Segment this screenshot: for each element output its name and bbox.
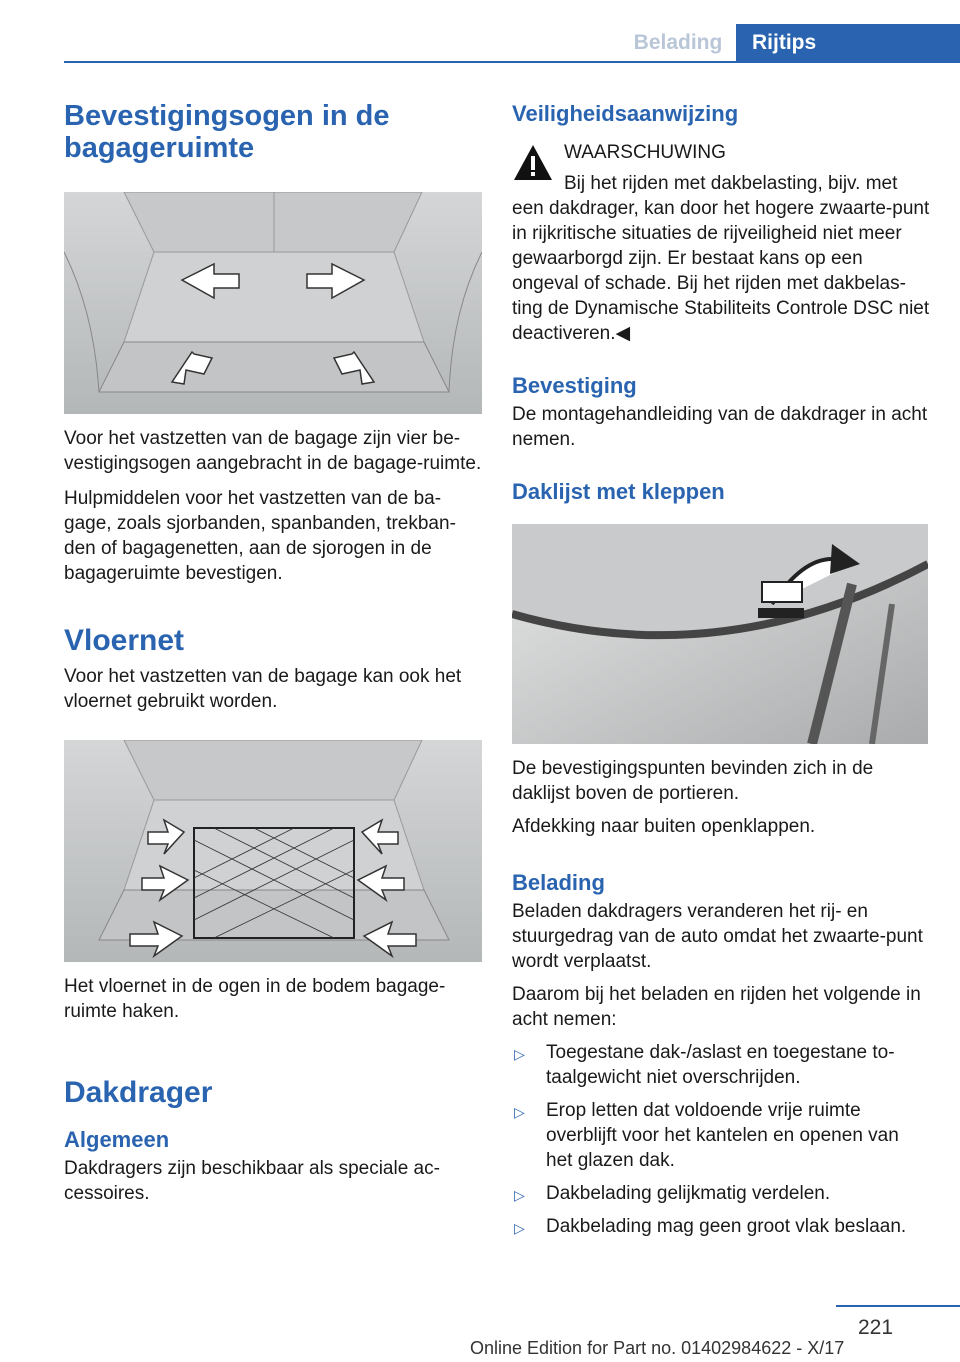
paragraph-net-2: Het vloernet in de ogen in de bodem bagage-ruimte haken. (64, 976, 446, 1022)
heading-roof-rail: Daklijst met kleppen (512, 479, 725, 504)
paragraph-rail-2: Afdekking naar buiten openklappen. (512, 816, 816, 837)
heading-general: Algemeen (64, 1127, 170, 1152)
tab-rijtips[interactable]: Rijtips (736, 24, 960, 62)
right-column (512, 100, 930, 1239)
left-column (64, 100, 482, 1206)
heading-lashing-eyes: Bevestigingsogen in de bagageruimte (64, 100, 390, 164)
warning-text-1: Bij het rijden met dakbelasting, bijv. met (564, 173, 898, 194)
list-item: ▷ Dakbelading gelijkmatig verdelen. (514, 1183, 831, 1204)
heading-mounting: Bevestiging (512, 373, 637, 398)
list-item: ▷ Erop letten dat voldoende vrije ruimte overblijft voor het kantelen en openen van het glazen dak. (514, 1100, 899, 1171)
paragraph-eyes-1: Voor het vastzetten van de bagage zijn vier be-vestigingsogen aangebracht in de bagage-ruimte. (64, 428, 482, 474)
paragraph-rail-1: De bevestigingspunten bevinden zich in de daklijst boven de portieren. (512, 758, 874, 804)
heading-roof-rack: Dakdrager (64, 1076, 213, 1109)
tab-belading[interactable]: Belading (633, 31, 723, 54)
warning-block (512, 140, 930, 196)
list-item: ▷ Dakbelading mag geen groot vlak beslaan. (514, 1216, 907, 1237)
loading-list (512, 1040, 930, 1239)
warning-title: WAARSCHUWING (564, 142, 726, 163)
list-item: ▷ Toegestane dak-/aslast en toegestane to-taalgewicht niet overschrijden. (514, 1042, 895, 1088)
image-roof-rail (512, 524, 928, 744)
footer-rule (836, 1305, 960, 1307)
image-cargo-eyes (64, 192, 482, 414)
heading-loading: Belading (512, 870, 605, 895)
page-number: 221 (858, 1316, 894, 1339)
warning-icon (512, 142, 554, 184)
image-floor-net (64, 740, 482, 962)
paragraph-eyes-2: Hulpmiddelen voor het vastzetten van de ba-gage, zoals sjorbanden, spanbanden, trekban-den of bagagenetten, aan de sjorogen in de bagageruimte bevestigen. (64, 488, 456, 584)
paragraph-load-1: Beladen dakdragers veranderen het rij- en stuurgedrag van de auto omdat het zwaarte-punt wordt verplaatst. (512, 901, 923, 972)
heading-safety: Veiligheidsaanwijzing (512, 101, 739, 126)
paragraph-net-1: Voor het vastzetten van de bagage kan ook het vloernet gebruikt worden. (64, 666, 462, 712)
paragraph-general: Dakdragers zijn beschikbaar als speciale ac-cessoires. (64, 1158, 440, 1204)
footer-edition: Online Edition for Part no. 01402984622 - X/17 (470, 1338, 845, 1358)
paragraph-mounting: De montagehandleiding van de dakdrager in acht nemen. (512, 404, 928, 450)
warning-text-2: een dakdrager, kan door het hogere zwaarte-punt in rijkritische situaties de rijveiligheid niet meer gewaarborgd zijn. Er bestaat kans op een ongeval of schade. Bij het rijden met dakbelas-ting de Dynamische Stabiliteits Controle DSC niet deactiveren.◀ (512, 198, 930, 344)
heading-floor-net: Vloernet (64, 624, 185, 657)
paragraph-load-2: Daarom bij het beladen en rijden het volgende in acht nemen: (512, 984, 921, 1030)
